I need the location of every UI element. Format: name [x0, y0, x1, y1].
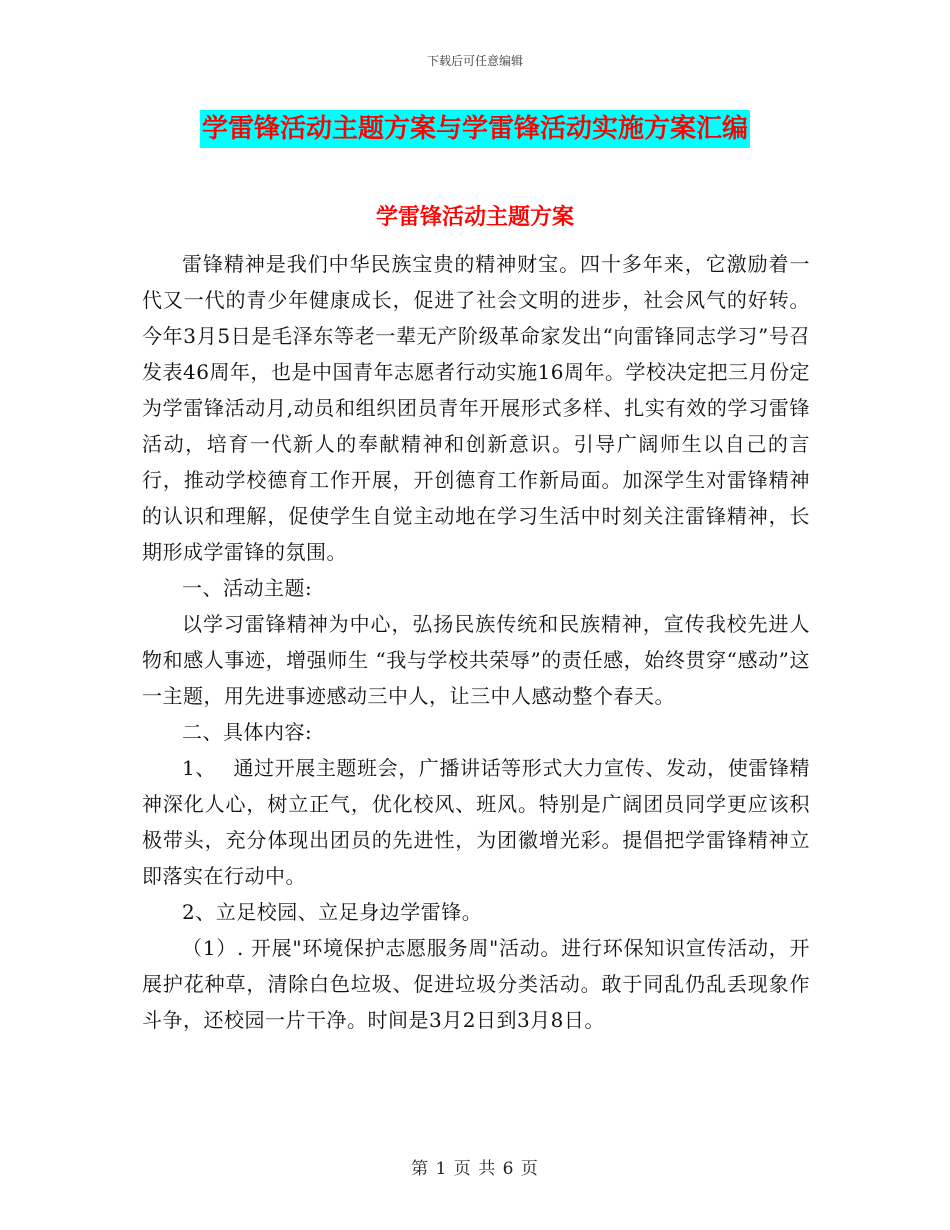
- page-footer: 第 1 页 共 6 页: [411, 1159, 539, 1179]
- heading-activity-theme: 一、活动主题:: [182, 576, 313, 600]
- main-title: 学雷锋活动主题方案与学雷锋活动实施方案汇编: [200, 110, 750, 148]
- content-item-1: 1、 通过开展主题班会，广播讲话等形式大力宣传、发动，使雷锋精神深化人心，树立正气，优化校风、班风。特别是广阔团员同学更应该积极带头，充分体现出团员的先进性，为团徽增光彩。提倡把学雷锋精神立即落实在行动中。: [142, 756, 810, 888]
- page-header-note: 下载后可任意编辑: [426, 54, 523, 68]
- content-item-2: 2、立足校园、立足身边学雷锋。: [182, 900, 483, 924]
- content-subitem-1: （1）. 开展"环境保护志愿服务周"活动。进行环保知识宣传活动，开展护花种草，清除白色垃圾、促进垃圾分类活动。敢于同乱仍乱丢现象作斗争，还校园一片干净。时间是3月2日到3月8日。: [142, 936, 810, 1032]
- document-body: [142, 246, 810, 1038]
- intro-paragraph: 雷锋精神是我们中华民族宝贵的精神财宝。四十多年来，它激励着一代又一代的青少年健康成长，促进了社会文明的进步，社会风气的好转。今年3月5日是毛泽东等老一辈无产阶级革命家发出“向雷锋同志学习”号召发表46周年，也是中国青年志愿者行动实施16周年。学校决定把三月份定为学雷锋活动月,动员和组织团员青年开展形式多样、扎实有效的学习雷锋活动，培育一代新人的奉献精神和创新意识。引导广阔师生以自己的言行，推动学校德育工作开展，开创德育工作新局面。加深学生对雷锋精神的认识和理解，促使学生自觉主动地在学习生活中时刻关注雷锋精神，长期形成学雷锋的氛围。: [142, 252, 810, 564]
- main-title-container: [0, 110, 950, 148]
- heading-specific-content: 二、具体内容:: [182, 720, 313, 744]
- section-title: 学雷锋活动主题方案: [375, 204, 574, 230]
- activity-theme-paragraph: 以学习雷锋精神为中心，弘扬民族传统和民族精神，宣传我校先进人物和感人事迹，增强师生 “我与学校共荣辱”的责任感，始终贯穿“感动”这一主题，用先进事迹感动三中人，让三中人感动整个春天。: [142, 612, 810, 708]
